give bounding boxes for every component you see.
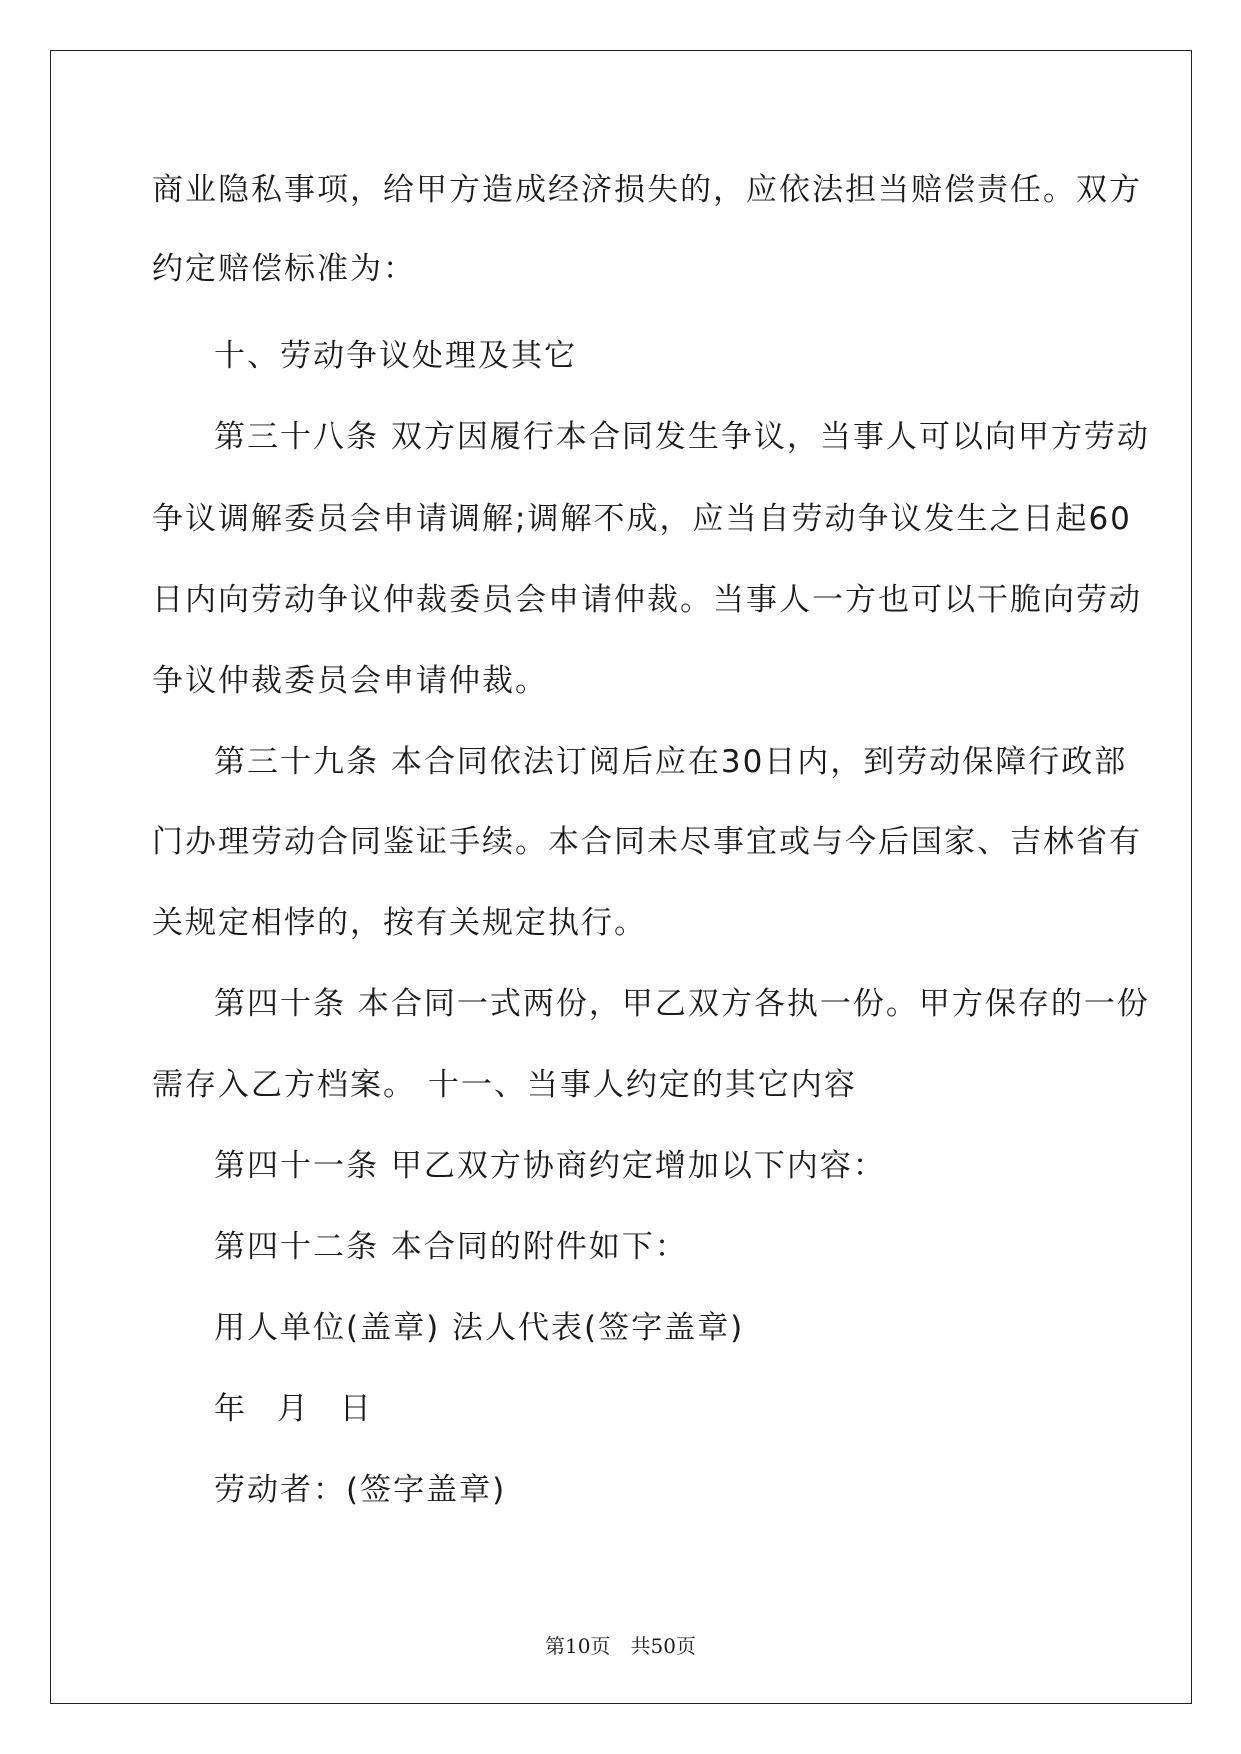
article-38-line-2: 争议调解委员会申请调解;调解不成，应当自劳动争议发生之日起60 [152, 501, 1132, 537]
employee-signature-line: 劳动者：(签字盖章) [214, 1472, 507, 1508]
employer-signature-line: 用人单位(盖章) 法人代表(签字盖章) [214, 1310, 745, 1346]
article-40-line-2: 需存入乙方档案。 十一、当事人约定的其它内容 [152, 1067, 857, 1103]
article-38-line-3: 日内向劳动争议仲裁委员会申请仲裁。当事人一方也可以干脆向劳动 [152, 582, 1142, 618]
body-line-1: 商业隐私事项，给甲方造成经济损失的，应依法担当赔偿责任。双方 [152, 172, 1142, 208]
article-39-line-3: 关规定相悖的，按有关规定执行。 [152, 905, 647, 941]
section-heading-10: 十、劳动争议处理及其它 [214, 338, 577, 374]
article-42: 第四十二条 本合同的附件如下： [214, 1229, 688, 1265]
article-38-line-4: 争议仲裁委员会申请仲裁。 [152, 663, 548, 699]
article-41: 第四十一条 甲乙双方协商约定增加以下内容： [214, 1148, 886, 1184]
body-line-2: 约定赔偿标准为： [152, 251, 416, 287]
date-line: 年 月 日 [214, 1391, 373, 1427]
page-number: 第10页 共50页 [545, 1634, 696, 1658]
article-39-line-2: 门办理劳动合同鉴证手续。本合同未尽事宜或与今后国家、吉林省有 [152, 824, 1142, 860]
article-39-line-1: 第三十九条 本合同依法订阅后应在30日内，到劳动保障行政部 [214, 744, 1128, 780]
page-border [50, 50, 1192, 1704]
article-40-line-1: 第四十条 本合同一式两份，甲乙双方各执一份。甲方保存的一份 [214, 986, 1150, 1022]
article-38-line-1: 第三十八条 双方因履行本合同发生争议，当事人可以向甲方劳动 [214, 419, 1150, 455]
